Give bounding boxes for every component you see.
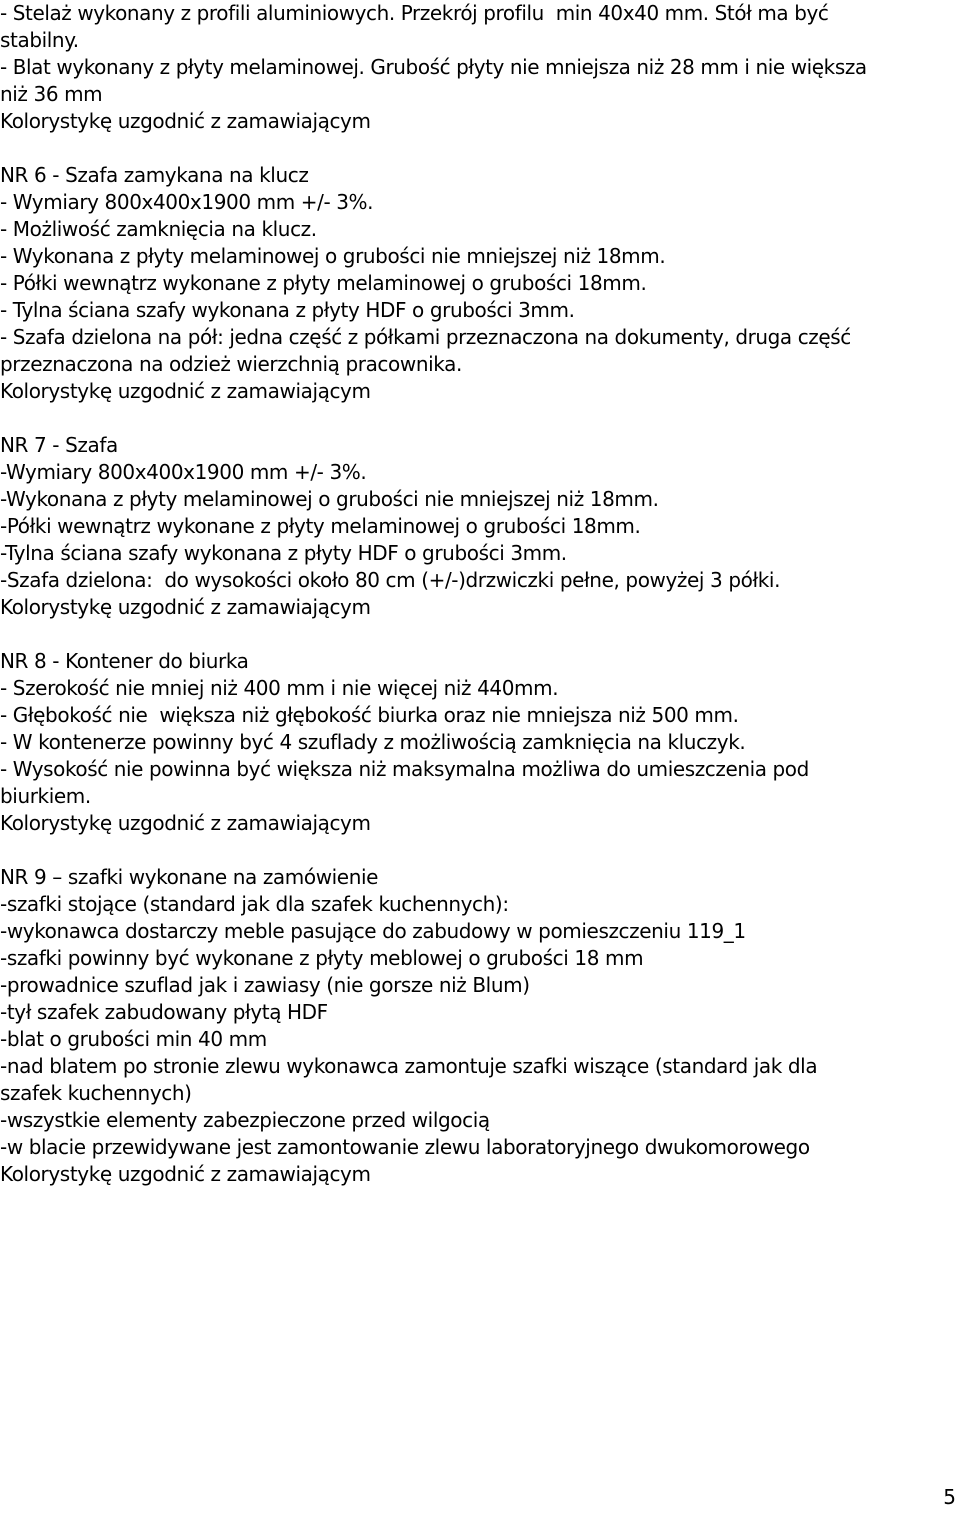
- text-line: -szafki stojące (standard jak dla szafek kuchennych):: [0, 892, 509, 916]
- section-heading: NR 8 - Kontener do biurka: [0, 649, 249, 673]
- page-number: 5: [943, 1485, 956, 1509]
- section-heading: NR 9 – szafki wykonane na zamówienie: [0, 865, 379, 889]
- text-line: -szafki powinny być wykonane z płyty meblowej o grubości 18 mm: [0, 946, 644, 970]
- text-line: - Głębokość nie większa niż głębokość biurka oraz nie mniejsza niż 500 mm.: [0, 703, 739, 727]
- text-line: niż 36 mm: [0, 82, 103, 106]
- text-line: -Wykonana z płyty melaminowej o grubości nie mniejszej niż 18mm.: [0, 487, 659, 511]
- text-line: -wszystkie elementy zabezpieczone przed wilgocią: [0, 1108, 490, 1132]
- text-line: -nad blatem po stronie zlewu wykonawca zamontuje szafki wiszące (standard jak dla: [0, 1054, 818, 1078]
- text-line: - Blat wykonany z płyty melaminowej. Grubość płyty nie mniejsza niż 28 mm i nie większa: [0, 55, 867, 79]
- text-line: Kolorystykę uzgodnić z zamawiającym: [0, 1162, 371, 1186]
- section-heading: NR 7 - Szafa: [0, 433, 118, 457]
- text-line: Kolorystykę uzgodnić z zamawiającym: [0, 109, 371, 133]
- text-line: - Wymiary 800x400x1900 mm +/- 3%.: [0, 190, 374, 214]
- text-line: -wykonawca dostarczy meble pasujące do zabudowy w pomieszczeniu 119_1: [0, 919, 746, 943]
- text-line: przeznaczona na odzież wierzchnią pracownika.: [0, 352, 462, 376]
- text-line: Kolorystykę uzgodnić z zamawiającym: [0, 811, 371, 835]
- text-line: Kolorystykę uzgodnić z zamawiającym: [0, 379, 371, 403]
- text-line: - Półki wewnątrz wykonane z płyty melaminowej o grubości 18mm.: [0, 271, 647, 295]
- text-line: - Wysokość nie powinna być większa niż maksymalna możliwa do umieszczenia pod: [0, 757, 809, 781]
- text-line: - Możliwość zamknięcia na klucz.: [0, 217, 317, 241]
- text-line: -Wymiary 800x400x1900 mm +/- 3%.: [0, 460, 367, 484]
- text-line: - Wykonana z płyty melaminowej o grubości nie mniejszej niż 18mm.: [0, 244, 666, 268]
- text-line: szafek kuchennych): [0, 1081, 192, 1105]
- text-line: - Szerokość nie mniej niż 400 mm i nie więcej niż 440mm.: [0, 676, 559, 700]
- text-line: - Tylna ściana szafy wykonana z płyty HDF o grubości 3mm.: [0, 298, 575, 322]
- text-line: -tył szafek zabudowany płytą HDF: [0, 1000, 328, 1024]
- text-line: -Tylna ściana szafy wykonana z płyty HDF o grubości 3mm.: [0, 541, 567, 565]
- section-heading: NR 6 - Szafa zamykana na klucz: [0, 163, 309, 187]
- text-line: stabilny.: [0, 28, 79, 52]
- text-line: Kolorystykę uzgodnić z zamawiającym: [0, 595, 371, 619]
- text-line: biurkiem.: [0, 784, 91, 808]
- text-line: - W kontenerze powinny być 4 szuflady z możliwością zamknięcia na kluczyk.: [0, 730, 746, 754]
- text-line: -blat o grubości min 40 mm: [0, 1027, 267, 1051]
- text-line: - Szafa dzielona na pół: jedna część z półkami przeznaczona na dokumenty, druga część: [0, 325, 851, 349]
- text-line: -w blacie przewidywane jest zamontowanie zlewu laboratoryjnego dwukomorowego: [0, 1135, 810, 1159]
- text-line: - Stelaż wykonany z profili aluminiowych. Przekrój profilu min 40x40 mm. Stół ma być: [0, 1, 829, 25]
- text-line: -Półki wewnątrz wykonane z płyty melaminowej o grubości 18mm.: [0, 514, 641, 538]
- text-line: -Szafa dzielona: do wysokości około 80 cm (+/-)drzwiczki pełne, powyżej 3 półki.: [0, 568, 781, 592]
- text-line: -prowadnice szuflad jak i zawiasy (nie gorsze niż Blum): [0, 973, 530, 997]
